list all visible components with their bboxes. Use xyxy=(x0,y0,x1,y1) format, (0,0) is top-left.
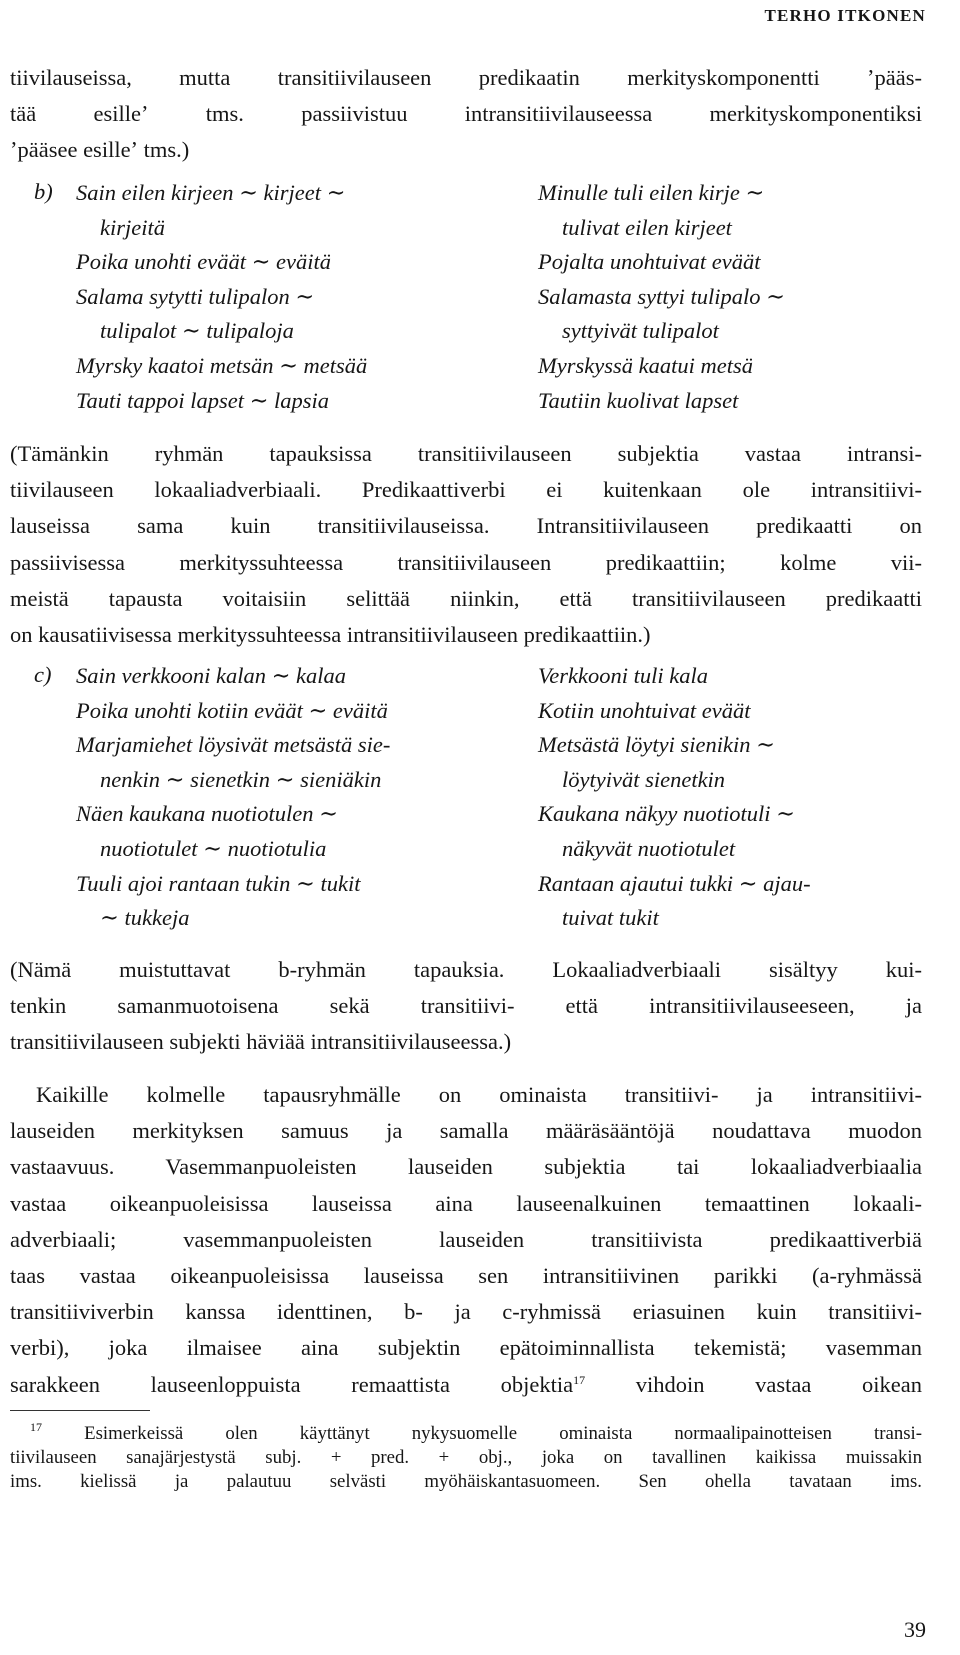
example-right: Kaukana näkyy nuotiotuli ∼ xyxy=(538,801,795,827)
example-left: Myrsky kaatoi metsän ∼ metsää xyxy=(76,352,368,378)
text-line: (Tämänkin ryhmän tapauksissa transitiivilauseen subjektia vastaa intransi- xyxy=(10,441,922,466)
text-line: on kausatiivisessa merkityssuhteessa intransitiivilauseen predikaattiin.) xyxy=(10,622,651,648)
example-right: Kotiin unohtuivat eväät xyxy=(538,697,751,723)
footnote-first-line-text: Esimerkeissä olen käyttänyt nykysuomelle ominaista normaalipainotteisen transi- xyxy=(42,1423,922,1444)
text-line: tää esilleʼ tms. passiivistuu intransitiivilauseessa merkityskomponentiksi xyxy=(10,101,922,127)
page-number: 39 xyxy=(904,1617,926,1642)
example-left: ∼ tukkeja xyxy=(100,905,190,931)
note-b-paragraph xyxy=(10,436,922,653)
example-left: Poika unohti eväät ∼ eväitä xyxy=(76,249,332,275)
section-b-left-column xyxy=(76,176,367,418)
example-right: Rantaan ajautui tukki ∼ ajau- xyxy=(538,870,811,896)
example-left: Tauti tappoi lapset ∼ lapsia xyxy=(76,387,330,413)
footnote-reference[interactable]: 17 xyxy=(573,1372,586,1387)
example-left: Sain eilen kirjeen ∼ kirjeet ∼ xyxy=(76,180,346,205)
text-line: verbi), joka ilmaisee aina subjektin epätoiminnallista tekemistä; vasemman xyxy=(10,1335,922,1361)
example-left: Poika unohti kotiin eväät ∼ eväitä xyxy=(76,697,388,723)
example-left: nuotiotulet ∼ nuotiotulia xyxy=(100,835,327,861)
footnote-line: ims. kielissä ja palautuu selvästi myöhäiskantasuomeen. Sen ohella tavataan ims. xyxy=(10,1471,922,1492)
example-left: nenkin ∼ sienetkin ∼ sieniäkin xyxy=(100,766,382,792)
footnote-line: tiivilauseen sanajärjestystä subj. + pred. + obj., joka on tavallinen kaikissa muissakin xyxy=(10,1447,922,1468)
example-left: tulipalot ∼ tulipaloja xyxy=(100,318,294,344)
example-left: kirjeitä xyxy=(100,214,165,240)
example-right: näkyvät nuotiotulet xyxy=(562,835,736,861)
text-line: tiivilauseissa, mutta transitiivilauseen predikaatin merkityskomponentti ʼpääs- xyxy=(10,65,922,90)
running-header: TERHO ITKONEN xyxy=(764,6,926,25)
text-line: taas vastaa oikeanpuoleisissa lauseissa sen intransitiivinen parikki (a-ryhmässä xyxy=(10,1263,922,1289)
text-line: lauseissa sama kuin transitiivilauseissa. Intransitiivilauseen predikaatti on xyxy=(10,513,922,539)
example-right: Metsästä löytyi sienikin ∼ xyxy=(538,732,775,758)
body-paragraph xyxy=(10,1077,922,1403)
text-line: passiivisessa merkityssuhteessa transitiivilauseen predikaattiin; kolme vii- xyxy=(10,549,922,575)
example-right: tulivat eilen kirjeet xyxy=(562,214,732,240)
example-right: Salamasta syttyi tulipalo ∼ xyxy=(538,283,785,309)
example-left: Sain verkkooni kalan ∼ kalaa xyxy=(76,663,347,688)
text-line xyxy=(10,1367,922,1403)
example-left: Tuuli ajoi rantaan tukin ∼ tukit xyxy=(76,870,361,896)
text-line: tiivilauseen lokaaliadverbiaali. Predikaattiverbi ei kuitenkaan ole intransitiivi- xyxy=(10,477,922,503)
section-b-right-column xyxy=(538,176,785,418)
example-right: Verkkooni tuli kala xyxy=(538,663,708,688)
intro-paragraph xyxy=(10,60,922,169)
text-line: adverbiaali; vasemmanpuoleisten lauseiden transitiivista predikaattiverbiä xyxy=(10,1226,922,1252)
example-left: Salama sytytti tulipalon ∼ xyxy=(76,283,315,309)
example-right: Myrskyssä kaatui metsä xyxy=(538,352,753,378)
body-last-line-text: sarakkeen lauseenloppuista remaattista objektia xyxy=(10,1371,574,1397)
example-left: Marjamiehet löysivät metsästä sie- xyxy=(76,732,391,758)
example-right: Minulle tuli eilen kirje ∼ xyxy=(538,180,765,205)
example-right: Pojalta unohtuivat eväät xyxy=(538,249,761,275)
text-line: vastaavuus. Vasemmanpuoleisten lauseiden subjektia tai lokaaliadverbiaalia xyxy=(10,1154,922,1180)
footnote-line xyxy=(10,1422,922,1446)
example-right: löytyivät sienetkin xyxy=(562,766,726,792)
body-last-line-tail: vihdoin vastaa oikean xyxy=(585,1371,922,1397)
footnote xyxy=(10,1422,922,1494)
section-b-marker: b) xyxy=(34,179,53,204)
text-line: meistä tapausta voitaisiin selittää niinkin, että transitiivilauseen predikaatti xyxy=(10,585,922,611)
text-line: Kaikille kolmelle tapausryhmälle on ominaista transitiivi- ja intransitiivi- xyxy=(36,1082,922,1107)
section-c-marker: c) xyxy=(34,662,52,687)
text-line: ʼpääsee esilleʼ tms.) xyxy=(10,137,190,163)
text-line: transitiivilauseen subjekti häviää intransitiivilauseessa.) xyxy=(10,1029,512,1055)
text-line: lauseiden merkityksen samuus ja samalla määräsääntöjä noudattava muodon xyxy=(10,1118,922,1144)
example-right: tuivat tukit xyxy=(562,905,659,931)
text-line: transitiiviverbin kanssa identtinen, b- ja c-ryhmissä eriasuinen kuin transitiivi- xyxy=(10,1299,922,1325)
section-c-right-column xyxy=(538,659,811,936)
text-line: vastaa oikeanpuoleisissa lauseissa aina lauseenalkuinen temaattinen lokaali- xyxy=(10,1190,922,1216)
example-right: syttyivät tulipalot xyxy=(562,318,719,344)
text-line: (Nämä muistuttavat b-ryhmän tapauksia. Lokaaliadverbiaali sisältyy kui- xyxy=(10,957,922,982)
text-line: tenkin samanmuotoisena sekä transitiivi- että intransitiivilauseeseen, ja xyxy=(10,993,922,1019)
example-left: Näen kaukana nuotiotulen ∼ xyxy=(76,801,338,827)
example-right: Tautiin kuolivat lapset xyxy=(538,387,739,413)
section-c-left-column xyxy=(76,659,390,936)
footnote-number: 17 xyxy=(30,1420,42,1434)
footnote-divider xyxy=(10,1410,150,1411)
note-c-paragraph xyxy=(10,952,922,1061)
